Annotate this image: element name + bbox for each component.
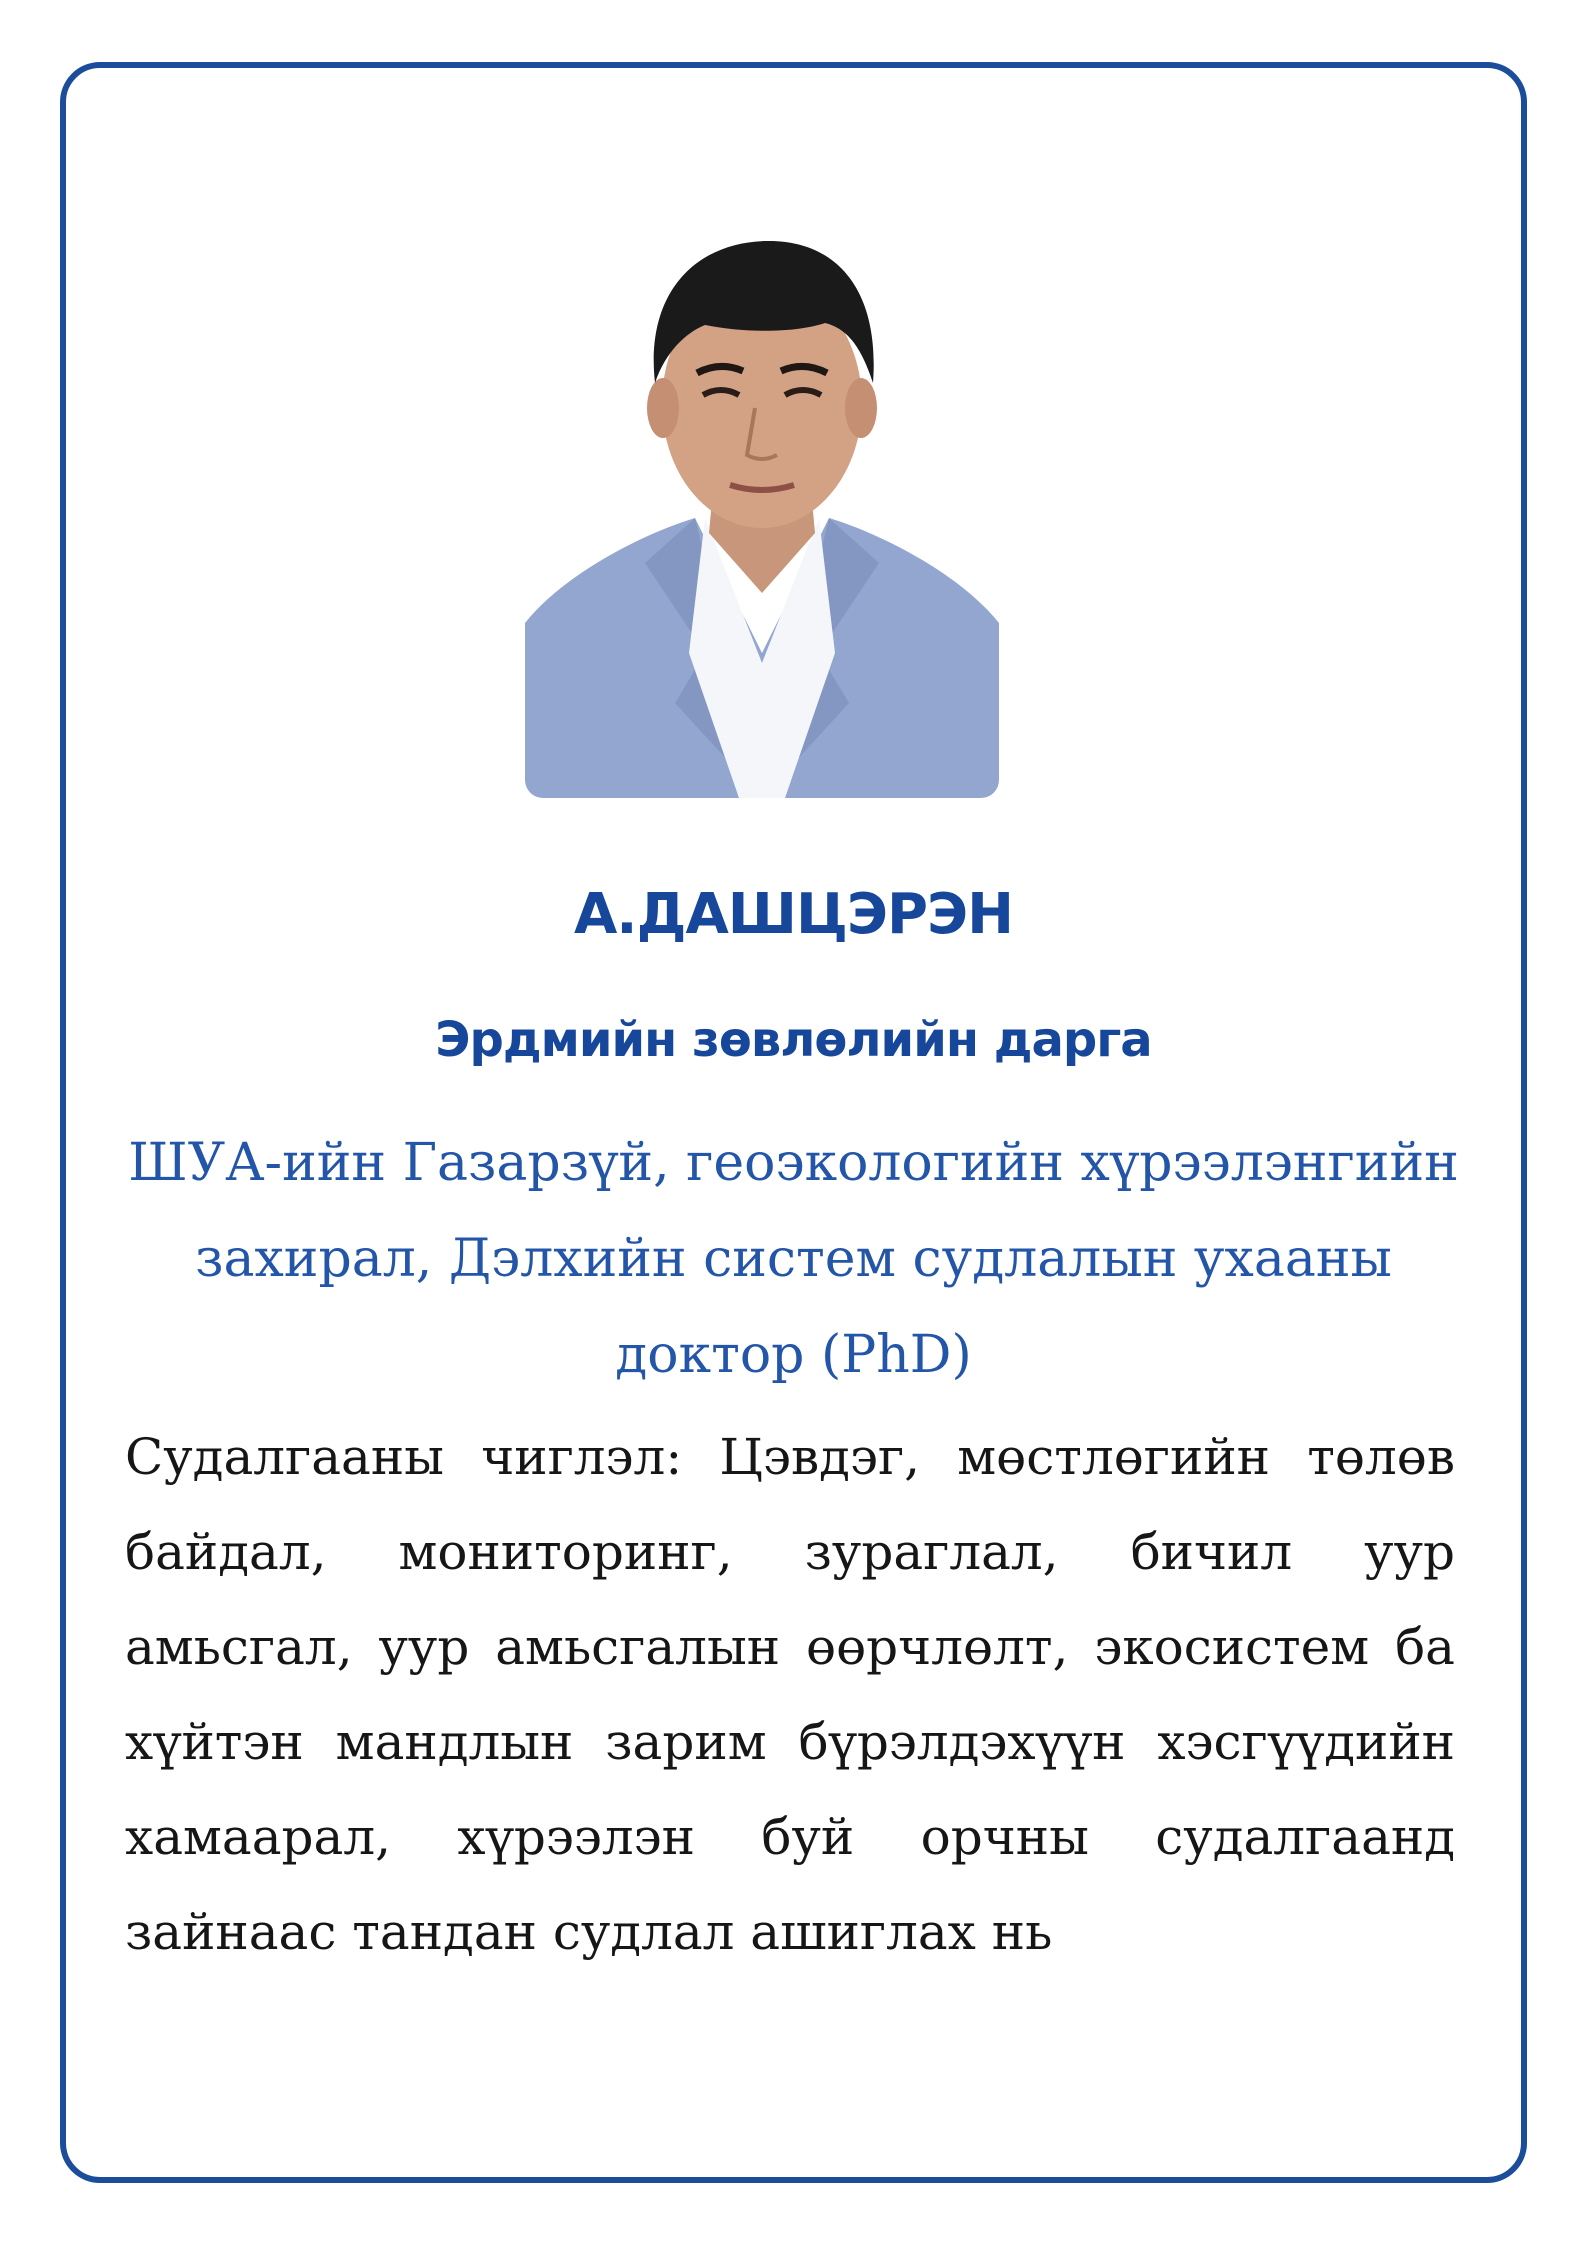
portrait-photo [525,233,999,798]
research-directions: Судалгааны чиглэл: Цэвдэг, мөстлөгийн төлөв байдал, мониторинг, зураглал, бичил уур амьсгал, уур амьсгалын өөрчлөлт, экосистем ба хүйтэн мандлын зарим бүрэлдэхүүн хэсгүүдийн хамаарал, хүрээлэн буй орчны судалгаанд зайнаас тандан судлал ашиглах нь [125,1428,1455,1961]
person-affiliation: ШУА-ийн Газарзүй, геоэкологийн хүрээлэнгийн захирал, Дэлхийн систем судлалын ухааны доктор (PhD) [128,1133,1459,1385]
person-position: Эрдмийн зөвлөлийн дарга [435,1012,1152,1068]
person-name: А.ДАШЦЭРЭН [573,882,1014,947]
